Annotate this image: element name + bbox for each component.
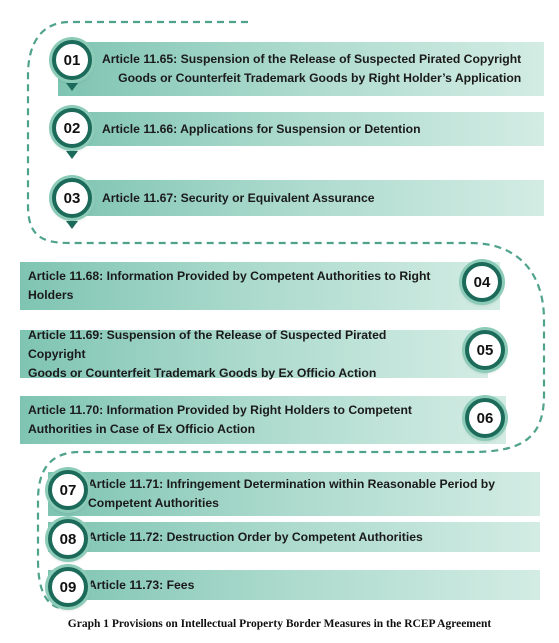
article-bar-04 bbox=[20, 262, 500, 310]
number-badge-07: 07 bbox=[48, 470, 88, 510]
article-bar-02 bbox=[58, 112, 544, 146]
article-text: Article 11.65: Suspension of the Release of Suspected Pirated Copyright Goods or Counterfeit Trademark Goods by Right Holder’s Application bbox=[102, 52, 522, 85]
article-bar-05 bbox=[20, 327, 488, 380]
number-badge-09: 09 bbox=[48, 567, 88, 607]
number-badge-04: 04 bbox=[462, 262, 502, 302]
article-text: Article 11.71: Infringement Determination within Reasonable Period by Competent Authorities bbox=[88, 477, 496, 510]
article-text: Article 11.69: Suspension of the Release of Suspected Pirated Copyright Goods or Counterfeit Trademark Goods by Ex Officio Action bbox=[28, 327, 387, 380]
article-text: Article 11.72: Destruction Order by Competent Authorities bbox=[88, 529, 423, 544]
number-badge-06: 06 bbox=[465, 398, 505, 438]
figure-caption: Graph 1 Provisions on Intellectual Property Border Measures in the RCEP Agreement bbox=[67, 618, 492, 630]
article-bar-07 bbox=[48, 472, 540, 516]
article-text: Article 11.73: Fees bbox=[88, 577, 195, 592]
badge-pointer-icon bbox=[66, 83, 78, 91]
number-badge-08: 08 bbox=[48, 519, 88, 559]
badge-pointer-icon bbox=[66, 221, 78, 229]
badge-pointer-icon bbox=[66, 151, 78, 159]
number-badge-01: 01 bbox=[52, 40, 92, 80]
article-bar-08 bbox=[48, 522, 540, 552]
number-badge-02: 02 bbox=[52, 108, 92, 148]
article-text: Article 11.70: Information Provided by Right Holders to Competent Authorities in Case of Ex Officio Action bbox=[28, 403, 412, 436]
article-text: Article 11.67: Security or Equivalent Assurance bbox=[102, 190, 375, 205]
article-bar-06 bbox=[20, 396, 506, 444]
article-text: Article 11.66: Applications for Suspension or Detention bbox=[102, 121, 421, 136]
article-bar-03 bbox=[58, 180, 544, 216]
article-bar-01 bbox=[58, 42, 544, 96]
article-text: Article 11.68: Information Provided by Competent Authorities to Right Holders bbox=[28, 269, 431, 302]
number-badge-03: 03 bbox=[52, 178, 92, 218]
article-bar-09 bbox=[48, 570, 540, 600]
number-badge-05: 05 bbox=[465, 330, 505, 370]
